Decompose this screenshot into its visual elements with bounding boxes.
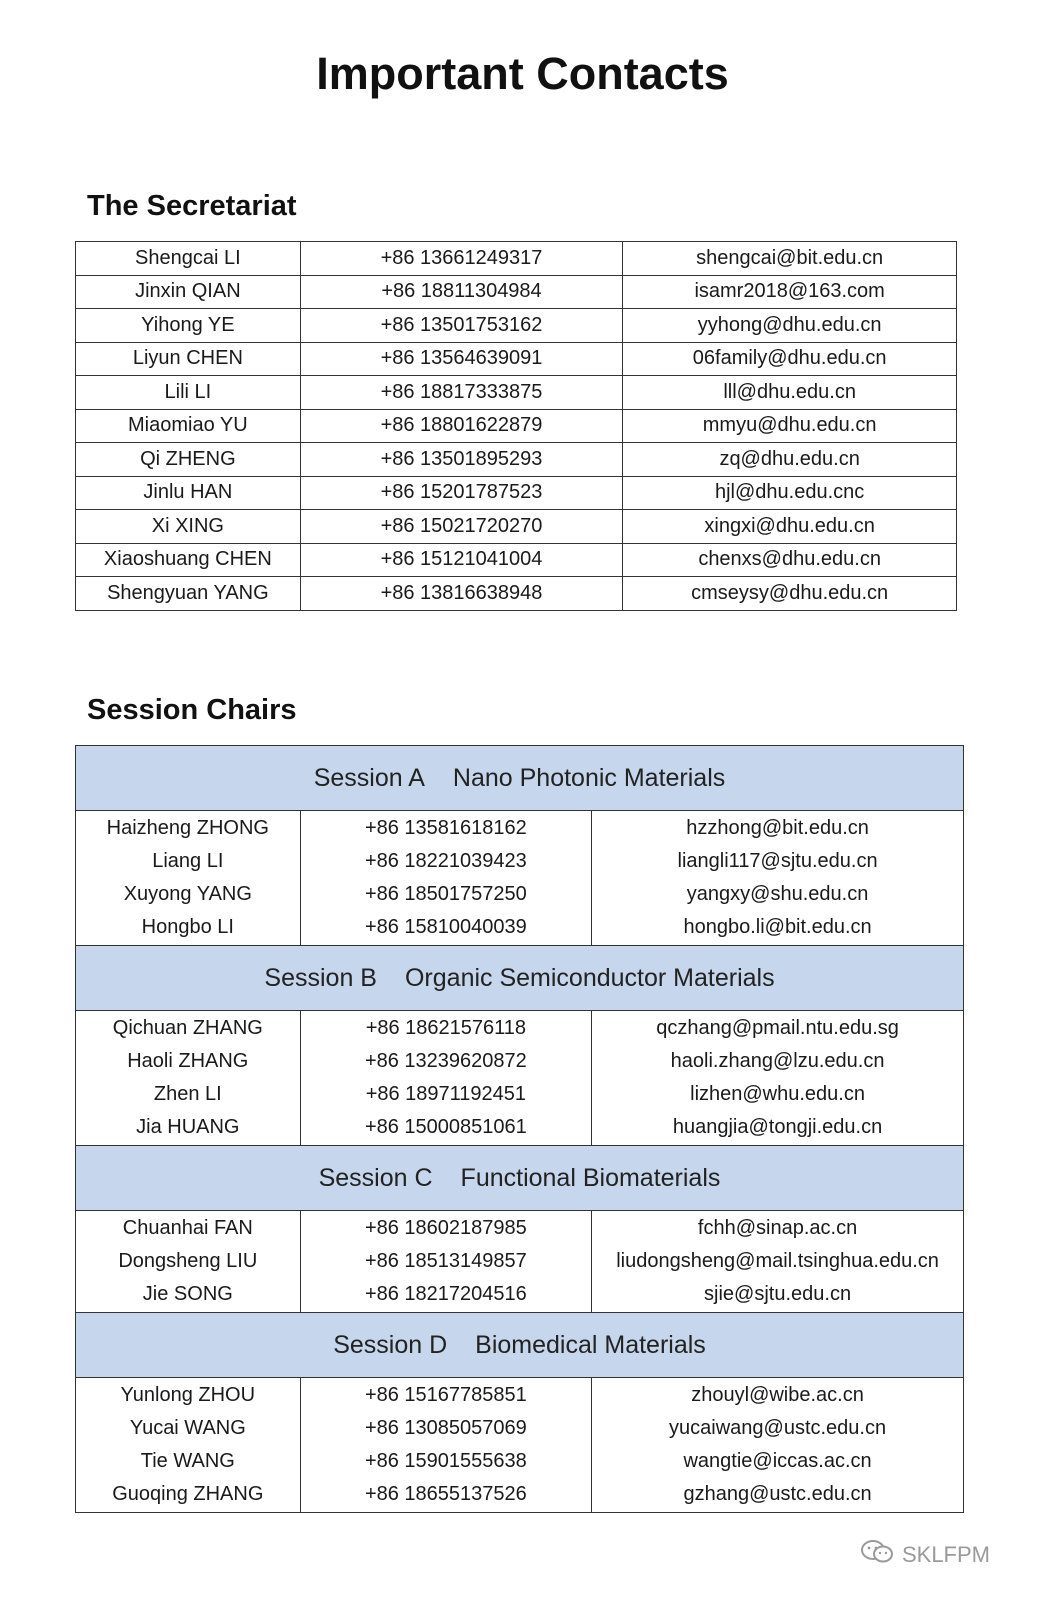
contact-email: chenxs@dhu.edu.cn bbox=[623, 543, 957, 577]
chair-phone: +86 18217204516 bbox=[364, 1283, 527, 1305]
chair-names bbox=[76, 811, 301, 946]
session-topic: Biomedical Materials bbox=[475, 1330, 706, 1359]
page-title: Important Contacts bbox=[316, 48, 729, 99]
chair-phones bbox=[300, 811, 592, 946]
chair-email: huangjia@tongji.edu.cn bbox=[672, 1116, 883, 1138]
chair-name: Qichuan ZHANG bbox=[112, 1017, 263, 1039]
chair-name: Hongbo LI bbox=[141, 916, 234, 938]
contact-email: 06family@dhu.edu.cn bbox=[623, 342, 957, 376]
session-header bbox=[76, 1146, 964, 1211]
contact-email: shengcai@bit.edu.cn bbox=[623, 242, 957, 276]
chair-emails bbox=[592, 1211, 964, 1313]
session-title bbox=[76, 946, 964, 1011]
chair-email: hongbo.li@bit.edu.cn bbox=[683, 916, 872, 938]
chair-email: haoli.zhang@lzu.edu.cn bbox=[670, 1050, 885, 1072]
chair-phone: +86 18221039423 bbox=[364, 850, 527, 872]
contact-phone: +86 13816638948 bbox=[300, 577, 623, 611]
chair-email: qczhang@pmail.ntu.edu.sg bbox=[656, 1017, 899, 1039]
chair-email: zhouyl@wibe.ac.cn bbox=[691, 1384, 864, 1406]
contact-name: Miaomiao YU bbox=[76, 409, 301, 443]
contact-email: isamr2018@163.com bbox=[623, 275, 957, 309]
session-id: Session D bbox=[333, 1330, 448, 1359]
chair-email: gzhang@ustc.edu.cn bbox=[683, 1483, 872, 1505]
chair-phone: +86 15901555638 bbox=[364, 1450, 527, 1472]
contact-name: Jinxin QIAN bbox=[76, 275, 301, 309]
session-title bbox=[76, 1146, 964, 1211]
chair-name: Jie SONG bbox=[142, 1283, 233, 1305]
chair-name: Yunlong ZHOU bbox=[120, 1384, 256, 1406]
contact-phone: +86 18801622879 bbox=[300, 409, 623, 443]
session-chairs-table bbox=[75, 745, 964, 1513]
session-topic: Functional Biomaterials bbox=[460, 1163, 721, 1192]
contact-name: Qi ZHENG bbox=[76, 443, 301, 477]
chair-phone: +86 15810040039 bbox=[364, 916, 527, 938]
contact-email: yyhong@dhu.edu.cn bbox=[623, 309, 957, 343]
chair-email: yucaiwang@ustc.edu.cn bbox=[669, 1417, 887, 1439]
table-row bbox=[76, 543, 957, 577]
chair-phone: +86 18513149857 bbox=[364, 1250, 527, 1272]
chair-emails bbox=[592, 1378, 964, 1513]
chair-name: Dongsheng LIU bbox=[118, 1250, 258, 1272]
watermark bbox=[860, 1539, 990, 1571]
contact-phone: +86 15021720270 bbox=[300, 510, 623, 544]
session-id: Session B bbox=[264, 963, 377, 992]
session-header bbox=[76, 746, 964, 811]
contact-email: hjl@dhu.edu.cnc bbox=[623, 476, 957, 510]
session-topic: Nano Photonic Materials bbox=[452, 763, 726, 792]
watermark-text: SKLFPM bbox=[901, 1542, 990, 1567]
chair-name: Liang LI bbox=[152, 850, 224, 872]
contact-phone: +86 18811304984 bbox=[300, 275, 623, 309]
chair-names bbox=[76, 1378, 301, 1513]
table-row bbox=[76, 577, 957, 611]
chair-emails bbox=[592, 811, 964, 946]
chair-email: fchh@sinap.ac.cn bbox=[697, 1217, 858, 1239]
contact-name: Shengcai LI bbox=[76, 242, 301, 276]
chair-phone: +86 18621576118 bbox=[365, 1017, 527, 1039]
session-header bbox=[76, 1313, 964, 1378]
secretariat-table bbox=[75, 241, 957, 611]
chair-name: Jia HUANG bbox=[136, 1116, 240, 1138]
contact-phone: +86 13564639091 bbox=[300, 342, 623, 376]
contact-phone: +86 13661249317 bbox=[300, 242, 623, 276]
chair-emails bbox=[592, 1011, 964, 1146]
chair-name: Zhen LI bbox=[153, 1083, 222, 1105]
table-row bbox=[76, 275, 957, 309]
contact-name: Lili LI bbox=[76, 376, 301, 410]
chair-phone: +86 13085057069 bbox=[364, 1417, 527, 1439]
chair-email: liangli117@sjtu.edu.cn bbox=[677, 850, 878, 872]
contact-phone: +86 13501895293 bbox=[300, 443, 623, 477]
session-chairs-group bbox=[76, 1211, 964, 1313]
chair-phones bbox=[300, 1011, 592, 1146]
session-title bbox=[76, 746, 964, 811]
contact-phone: +86 18817333875 bbox=[300, 376, 623, 410]
session-id: Session A bbox=[313, 763, 425, 792]
chair-phone: +86 13239620872 bbox=[364, 1050, 527, 1072]
session-chairs-group bbox=[76, 1011, 964, 1146]
contact-phone: +86 15201787523 bbox=[300, 476, 623, 510]
session-chairs-group bbox=[76, 1378, 964, 1513]
wechat-icon bbox=[860, 1539, 896, 1571]
contact-name: Xiaoshuang CHEN bbox=[76, 543, 301, 577]
chair-names bbox=[76, 1011, 301, 1146]
chair-name: Xuyong YANG bbox=[123, 883, 252, 905]
contact-name: Shengyuan YANG bbox=[76, 577, 301, 611]
contact-email: zq@dhu.edu.cn bbox=[623, 443, 957, 477]
contact-name: Yihong YE bbox=[76, 309, 301, 343]
contact-email: xingxi@dhu.edu.cn bbox=[623, 510, 957, 544]
table-row bbox=[76, 342, 957, 376]
chair-email: wangtie@iccas.ac.cn bbox=[683, 1450, 872, 1472]
table-row bbox=[76, 309, 957, 343]
session-topic: Organic Semiconductor Materials bbox=[404, 963, 775, 992]
table-row bbox=[76, 443, 957, 477]
chair-phone: +86 13581618162 bbox=[364, 817, 527, 839]
chair-name: Tie WANG bbox=[140, 1450, 235, 1472]
session-chairs-heading: Session Chairs bbox=[87, 694, 297, 726]
session-chairs-group bbox=[76, 811, 964, 946]
chair-phone: +86 18971192451 bbox=[365, 1083, 527, 1105]
chair-name: Chuanhai FAN bbox=[122, 1217, 253, 1239]
chair-email: hzzhong@bit.edu.cn bbox=[686, 817, 869, 839]
session-id: Session C bbox=[318, 1163, 433, 1192]
contact-phone: +86 15121041004 bbox=[300, 543, 623, 577]
chair-phone: +86 18602187985 bbox=[364, 1217, 527, 1239]
session-title bbox=[76, 1313, 964, 1378]
chair-names bbox=[76, 1211, 301, 1313]
contact-email: mmyu@dhu.edu.cn bbox=[623, 409, 957, 443]
table-row bbox=[76, 409, 957, 443]
chair-name: Guoqing ZHANG bbox=[112, 1483, 264, 1505]
contact-name: Liyun CHEN bbox=[76, 342, 301, 376]
table-row bbox=[76, 376, 957, 410]
chair-email: sjie@sjtu.edu.cn bbox=[704, 1283, 852, 1305]
contact-name: Xi XING bbox=[76, 510, 301, 544]
chair-name: Haizheng ZHONG bbox=[106, 817, 269, 839]
contact-email: lll@dhu.edu.cn bbox=[623, 376, 957, 410]
chair-phones bbox=[300, 1378, 592, 1513]
contact-phone: +86 13501753162 bbox=[300, 309, 623, 343]
chair-email: liudongsheng@mail.tsinghua.edu.cn bbox=[616, 1250, 939, 1272]
chair-name: Yucai WANG bbox=[129, 1417, 246, 1439]
table-row bbox=[76, 242, 957, 276]
chair-phone: +86 18655137526 bbox=[364, 1483, 527, 1505]
contact-email: cmseysy@dhu.edu.cn bbox=[623, 577, 957, 611]
session-header bbox=[76, 946, 964, 1011]
chair-phone: +86 18501757250 bbox=[364, 883, 527, 905]
table-row bbox=[76, 510, 957, 544]
chair-phone: +86 15000851061 bbox=[364, 1116, 527, 1138]
secretariat-heading: The Secretariat bbox=[87, 190, 297, 222]
chair-name: Haoli ZHANG bbox=[127, 1050, 249, 1072]
table-row bbox=[76, 476, 957, 510]
chair-email: lizhen@whu.edu.cn bbox=[690, 1083, 865, 1105]
chair-phones bbox=[300, 1211, 592, 1313]
chair-email: yangxy@shu.edu.cn bbox=[686, 883, 869, 905]
chair-phone: +86 15167785851 bbox=[364, 1384, 527, 1406]
contact-name: Jinlu HAN bbox=[76, 476, 301, 510]
